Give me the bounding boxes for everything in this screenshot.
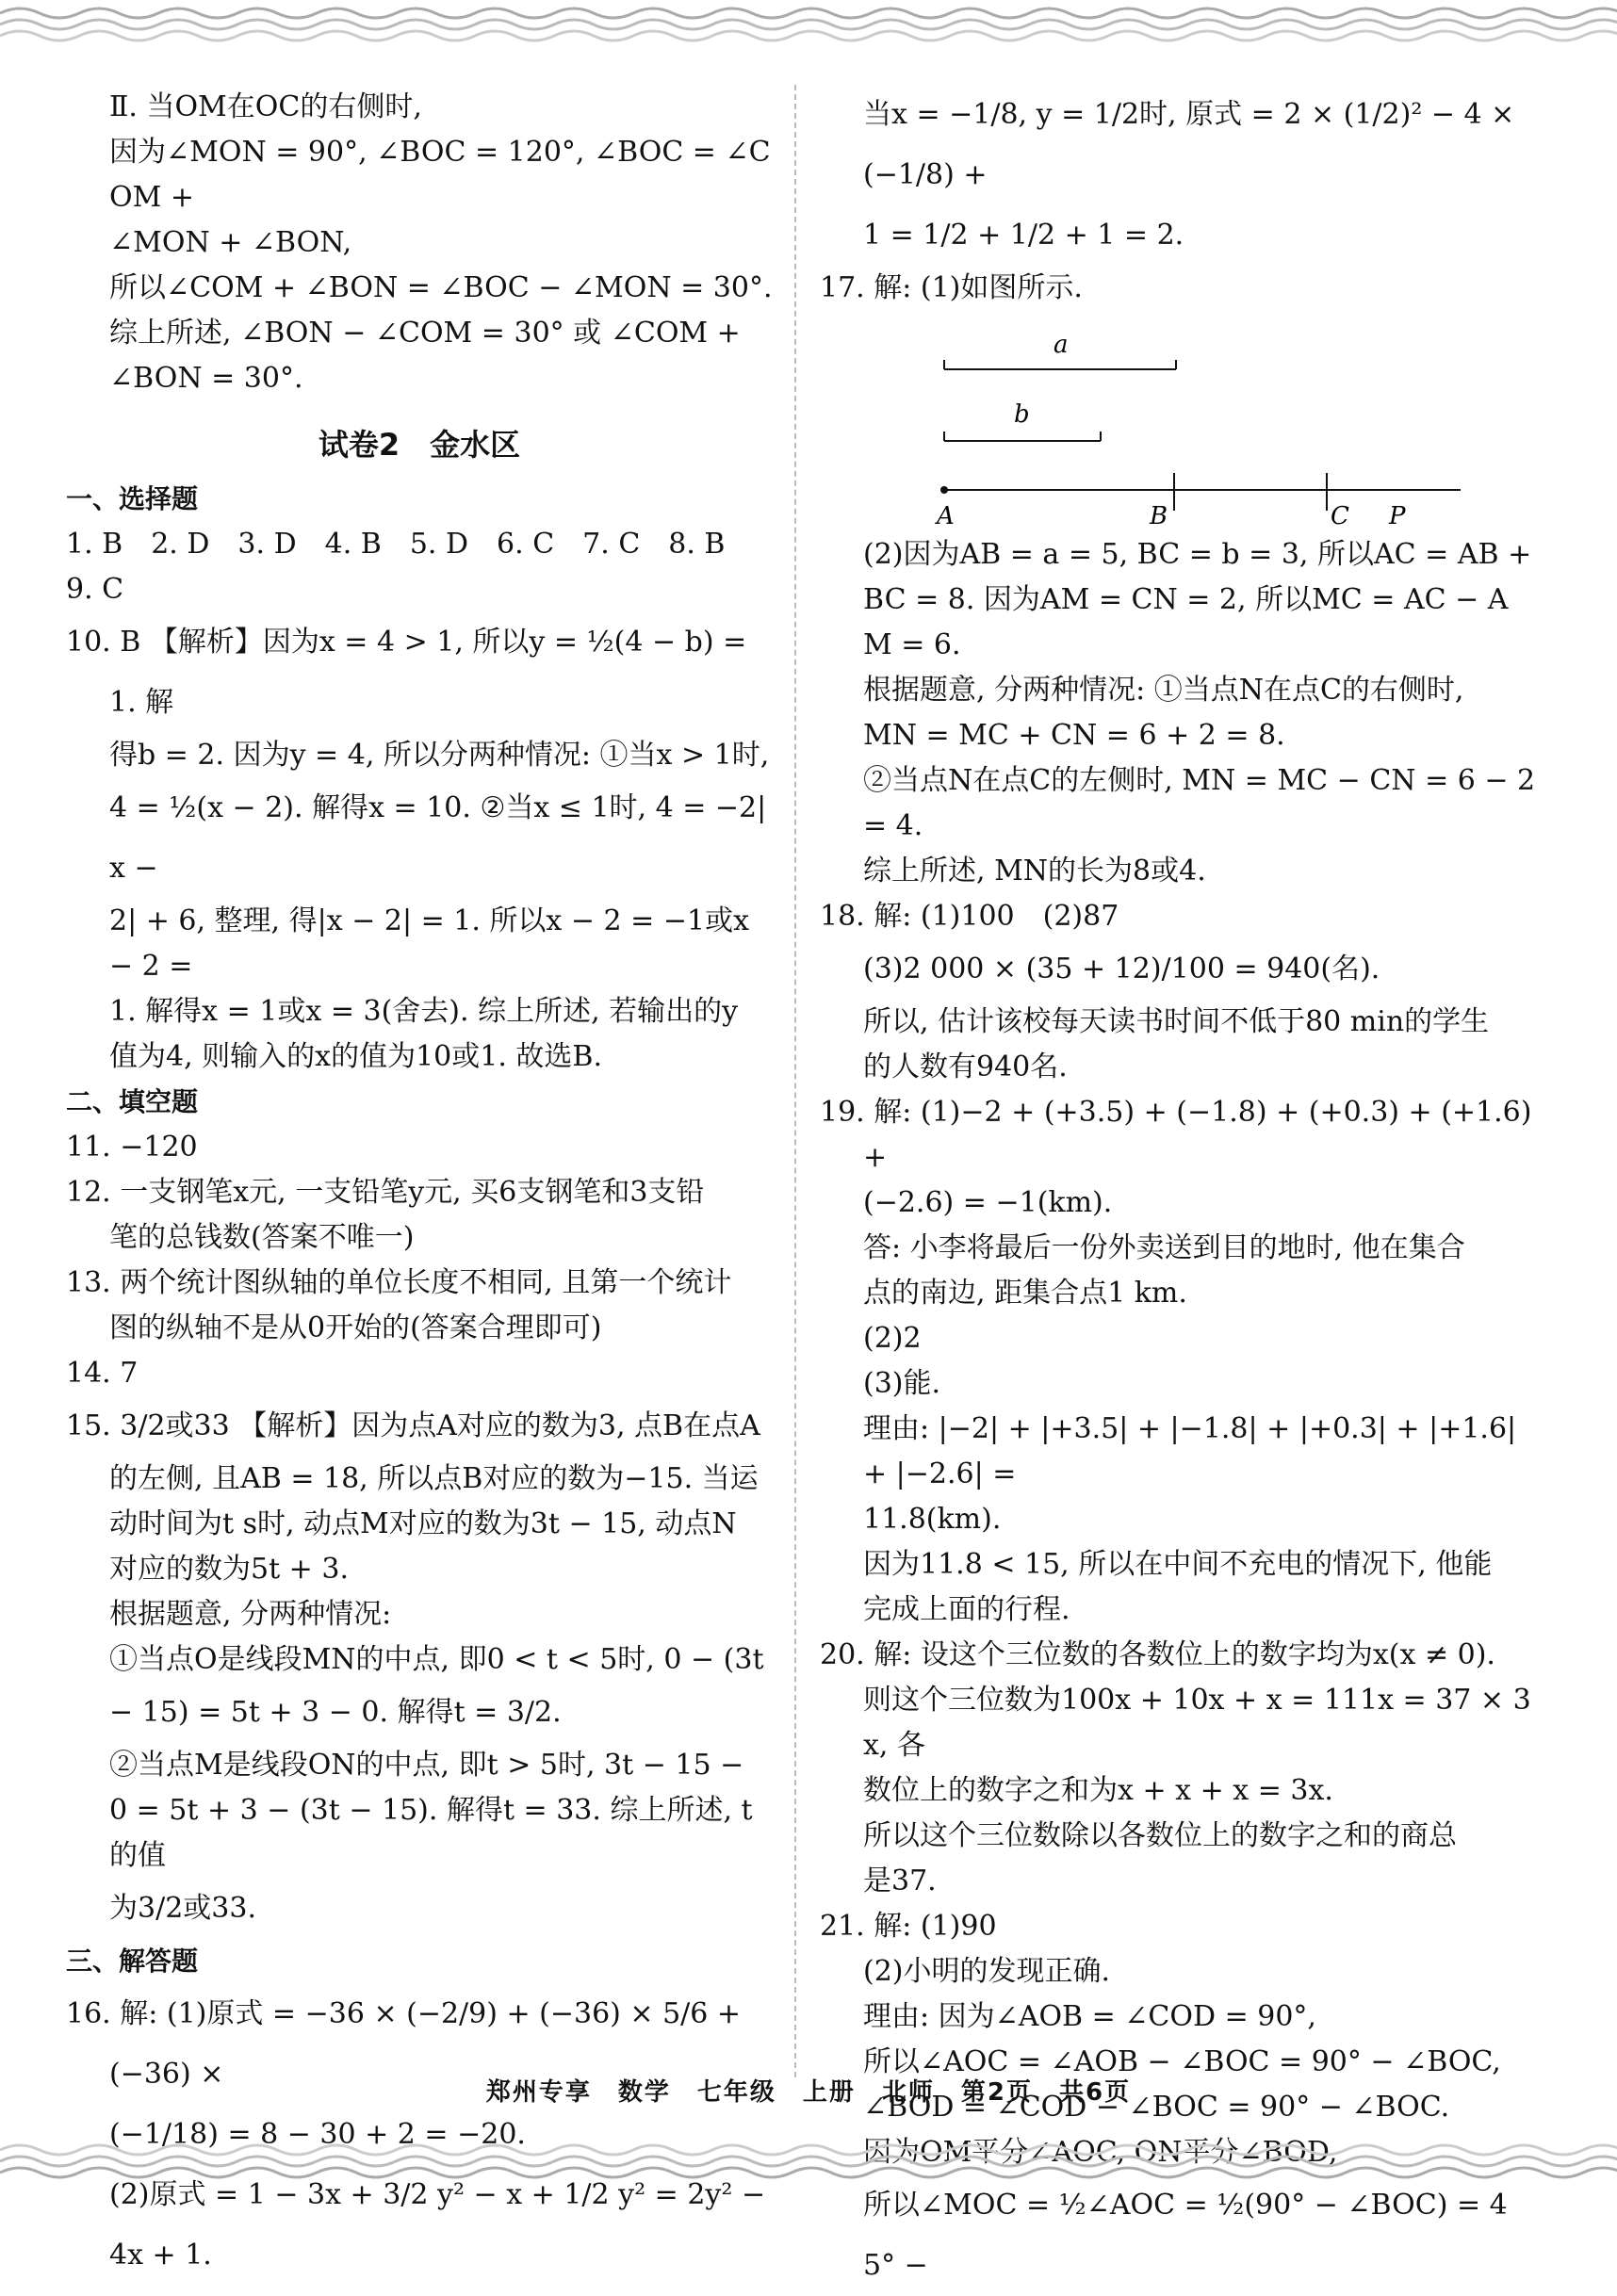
q15-line: 15. 3/2或33 【解析】因为点A对应的数为3, 点B在点A: [66, 1409, 760, 1442]
text-line: 综上所述, ∠BON − ∠COM = 30° 或 ∠COM +: [109, 317, 741, 350]
q18-line: 的人数有940名.: [863, 1050, 1068, 1083]
q20-line: 是37.: [863, 1864, 937, 1897]
top-wave-border: [0, 0, 1617, 60]
left-column: [66, 85, 773, 2286]
q20-line: 数位上的数字之和为x + x + x = 3x.: [863, 1774, 1333, 1807]
q17-line: (2)因为AB = a = 5, BC = b = 3, 所以AC = AB +: [863, 538, 1532, 571]
q19-line: 点的南边, 距集合点1 km.: [863, 1277, 1187, 1310]
choice-answers: 1. B 2. D 3. D 4. B 5. D 6. C 7. C 8. B: [66, 528, 726, 561]
q10-line: 值为4, 则输入的x的值为10或1. 故选B.: [109, 1040, 602, 1073]
q16-line: 16. 解: (1)原式 = −36 × (−2/9) + (−36) × 5/6 + (−36) ×: [66, 1997, 750, 2091]
q12-line: 12. 一支钢笔x元, 一支铅笔y元, 买6支钢笔和3支铅: [66, 1176, 705, 1209]
text-line: ∠BON = 30°.: [109, 362, 303, 395]
q19-line: (−2.6) = −1(km).: [863, 1186, 1113, 1219]
section-heading-solve: 三、解答题: [66, 1946, 199, 1977]
q13-line: 图的纵轴不是从0开始的(答案合理即可): [109, 1311, 602, 1344]
q21-line: 所以∠MOC = ½∠AOC = ½(90° − ∠BOC) = 45° −: [863, 2189, 1508, 2282]
q13-line: 13. 两个统计图纵轴的单位长度不相同, 且第一个统计: [66, 1266, 732, 1299]
q15-line: ①当点O是线段MN的中点, 即0 < t < 5时, 0 − (3t: [109, 1643, 764, 1676]
q15-line: 对应的数为5t + 3.: [109, 1553, 349, 1586]
text-line: 因为∠MON = 90°, ∠BOC = 120°, ∠BOC = ∠COM +: [109, 136, 771, 214]
q15-line: ②当点M是线段ON的中点, 即t > 5时, 3t − 15 −: [109, 1749, 744, 1782]
right-column: [820, 85, 1544, 2296]
label-P: P: [1389, 502, 1406, 530]
q19-line: (2)2: [863, 1322, 922, 1355]
label-A: A: [937, 502, 955, 530]
q15-line: 根据题意, 分两种情况:: [109, 1598, 392, 1631]
q21-line: (2)小明的发现正确.: [863, 1955, 1111, 1988]
label-B: B: [1150, 502, 1168, 530]
q19-line: (3)能.: [863, 1367, 941, 1400]
q20-line: 20. 解: 设这个三位数的各数位上的数字均为x(x ≠ 0).: [820, 1638, 1495, 1671]
point-A: [940, 486, 948, 494]
section-heading-choice: 一、选择题: [66, 483, 199, 514]
q10-line: 4 = ½(x − 2). 解得x = 10. ②当x ≤ 1时, 4 = −2|x −: [109, 791, 767, 885]
segment-diagram: [820, 311, 1536, 532]
q17-line: MN = MC + CN = 6 + 2 = 8.: [863, 719, 1285, 752]
bottom-wave-border: [0, 2131, 1617, 2191]
q15-line: 动时间为t s时, 动点M对应的数为3t − 15, 动点N: [109, 1507, 737, 1540]
label-b: b: [1014, 400, 1030, 429]
q21-line: ∠BOD = ∠COD − ∠BOC = 90° − ∠BOC.: [863, 2091, 1450, 2124]
q15-line: 为3/2或33.: [109, 1892, 256, 1925]
column-divider: [794, 85, 796, 2077]
q21-line: 21. 解: (1)90: [820, 1910, 997, 1943]
q15-line: − 15) = 5t + 3 − 0. 解得t = 3/2.: [109, 1696, 562, 1729]
q17-line: ②当点N在点C的左侧时, MN = MC − CN = 6 − 2 = 4.: [863, 764, 1544, 842]
q16-line: 1 = 1/2 + 1/2 + 1 = 2.: [863, 219, 1184, 252]
q10-line: 1. 解得x = 1或x = 3(舍去). 综上所述, 若输出的y: [109, 995, 739, 1028]
q19-line: 答: 小李将最后一份外卖送到目的地时, 他在集合: [863, 1231, 1465, 1264]
q19-line: 19. 解: (1)−2 + (+3.5) + (−1.8) + (+0.3) + (+1.6) +: [820, 1096, 1542, 1174]
label-C: C: [1331, 502, 1349, 530]
q10-line: 2| + 6, 整理, 得|x − 2| = 1. 所以x − 2 = −1或x − 2 =: [109, 904, 759, 983]
q16-line: (−1/18) = 8 − 30 + 2 = −20.: [109, 2118, 526, 2151]
q18-line: 所以, 估计该校每天读书时间不低于80 min的学生: [863, 1005, 1490, 1038]
q16-line: (2)原式 = 1 − 3x + 3/2 y² − x + 1/2 y² = 2y² − 4x + 1.: [109, 2178, 775, 2272]
q19-line: 11.8(km).: [863, 1503, 1002, 1536]
q16-line: 当x = −1/8, y = 1/2时, 原式 = 2 × (1/2)² − 4 × (−1/8) +: [863, 98, 1524, 191]
q17-line: 综上所述, MN的长为8或4.: [863, 855, 1206, 887]
q12-line: 笔的总钱数(答案不唯一): [109, 1221, 415, 1254]
q21-line: 所以∠AOC = ∠AOB − ∠BOC = 90° − ∠BOC,: [863, 2045, 1501, 2078]
q11-line: 11. −120: [66, 1131, 198, 1164]
text-line: ∠MON + ∠BON,: [109, 226, 352, 259]
text-line: 所以∠COM + ∠BON = ∠BOC − ∠MON = 30°.: [109, 271, 773, 304]
q20-line: 则这个三位数为100x + 10x + x = 111x = 37 × 3x, 各: [863, 1684, 1531, 1762]
q19-line: 完成上面的行程.: [863, 1593, 1070, 1626]
q18-line: (3)2 000 × (35 + 12)/100 = 940(名).: [863, 953, 1380, 985]
segment-figure: [820, 311, 1536, 532]
text-line: Ⅱ. 当OM在OC的右侧时,: [109, 90, 422, 123]
q17-line: 根据题意, 分两种情况: ①当点N在点C的右侧时,: [863, 674, 1464, 707]
q14-line: 14. 7: [66, 1357, 139, 1390]
q19-line: 理由: |−2| + |+3.5| + |−1.8| + |+0.3| + |+1.6| + |−2.6| =: [863, 1412, 1526, 1490]
label-a: a: [1054, 331, 1069, 359]
q10-line: 10. B 【解析】因为x = 4 > 1, 所以y = ½(4 − b) = 1. 解: [66, 626, 756, 719]
q21-line: 因为OM平分∠AOC, ON平分∠BOD,: [863, 2136, 1338, 2169]
q17-line: 17. 解: (1)如图所示.: [820, 271, 1083, 304]
q20-line: 所以这个三位数除以各数位上的数字之和的商总: [863, 1819, 1457, 1852]
q15-line: 的左侧, 且AB = 18, 所以点B对应的数为−15. 当运: [109, 1462, 759, 1495]
q19-line: 因为11.8 < 15, 所以在中间不充电的情况下, 他能: [863, 1548, 1493, 1581]
paper-title: 试卷2 金水区: [318, 427, 521, 463]
q18-line: 18. 解: (1)100 (2)87: [820, 900, 1119, 933]
q15-line: 0 = 5t + 3 − (3t − 15). 解得t = 33. 综上所述, t的值: [109, 1794, 753, 1872]
page-footer: 郑州专享 数学 七年级 上册 北师 第2页 共6页: [485, 2078, 1132, 2107]
q10-line: 得b = 2. 因为y = 4, 所以分两种情况: ①当x > 1时,: [109, 739, 770, 772]
q21-line: 理由: 因为∠AOB = ∠COD = 90°,: [863, 2000, 1316, 2033]
section-heading-fill: 二、填空题: [66, 1086, 199, 1117]
q17-line: BC = 8. 因为AM = CN = 2, 所以MC = AC − AM = 6.: [863, 583, 1509, 661]
choice-answers: 9. C: [66, 573, 124, 606]
